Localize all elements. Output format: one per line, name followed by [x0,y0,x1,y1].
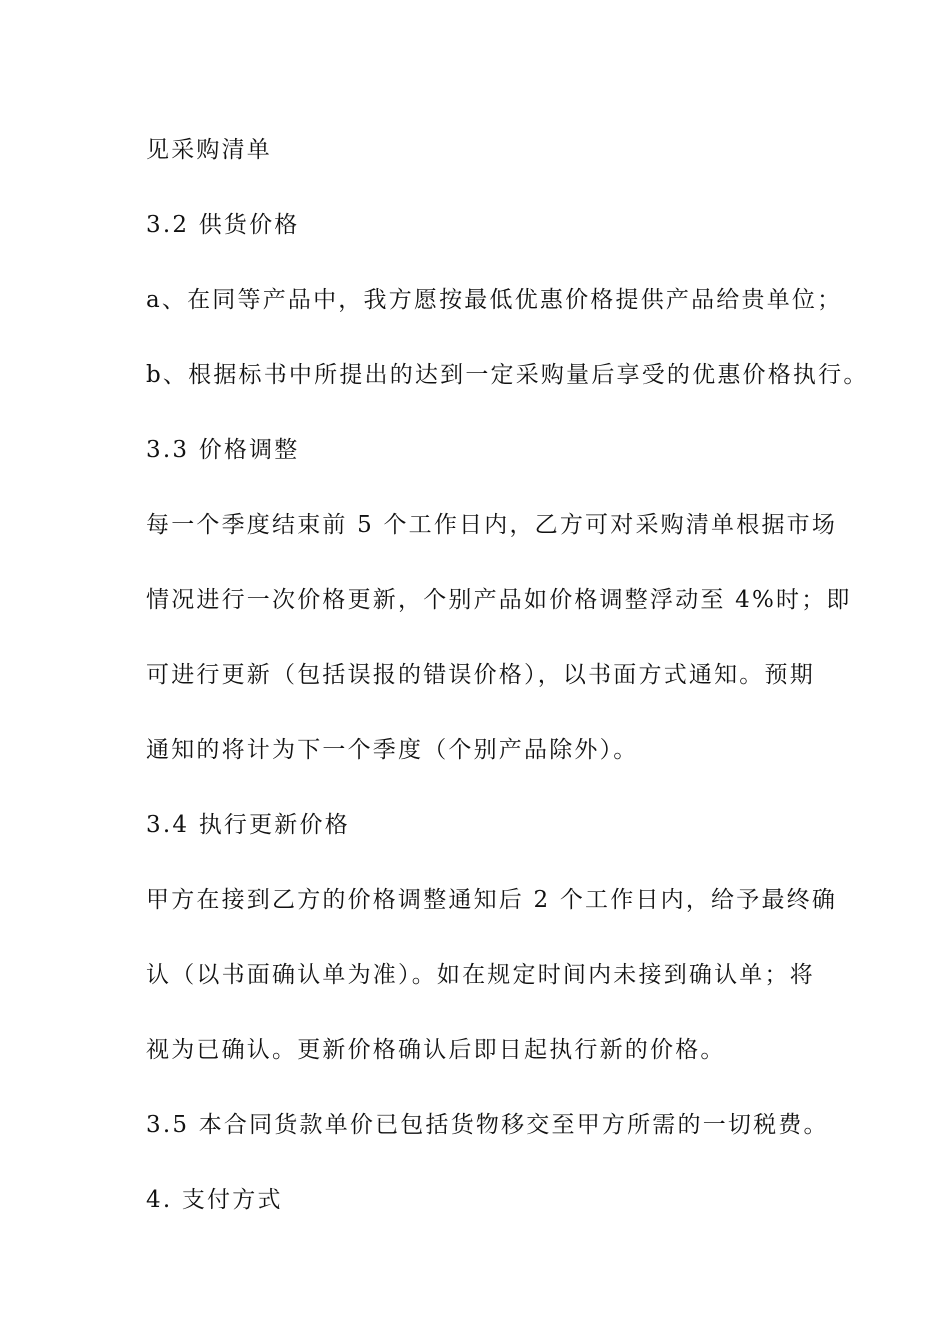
section-heading: 3.4 执行更新价格 [146,812,350,838]
section-heading: 3.3 价格调整 [146,437,300,463]
text-line: 认（以书面确认单为准）。如在规定时间内未接到确认单；将 [146,962,815,988]
text-line: a、在同等产品中，我方愿按最低优惠价格提供产品给贵单位； [146,287,843,313]
text-line: 通知的将计为下一个季度（个别产品除外）。 [146,737,639,763]
text-line: 视为已确认。更新价格确认后即日起执行新的价格。 [146,1037,726,1063]
text-line: 每一个季度结束前 5 个工作日内，乙方可对采购清单根据市场 [146,512,838,538]
section-heading: 3.2 供货价格 [146,212,300,238]
text-line: 情况进行一次价格更新，个别产品如价格调整浮动至 4%时；即 [146,587,852,613]
text-line: 见采购清单 [146,137,272,163]
section-heading: 4. 支付方式 [146,1187,283,1213]
text-line: b、根据标书中所提出的达到一定采购量后享受的优惠价格执行。 [146,362,869,388]
text-line: 3.5 本合同货款单价已包括货物移交至甲方所需的一切税费。 [146,1112,829,1138]
text-line: 甲方在接到乙方的价格调整通知后 2 个工作日内，给予最终确 [146,887,838,913]
text-line: 可进行更新（包括误报的错误价格），以书面方式通知。预期 [146,662,815,688]
